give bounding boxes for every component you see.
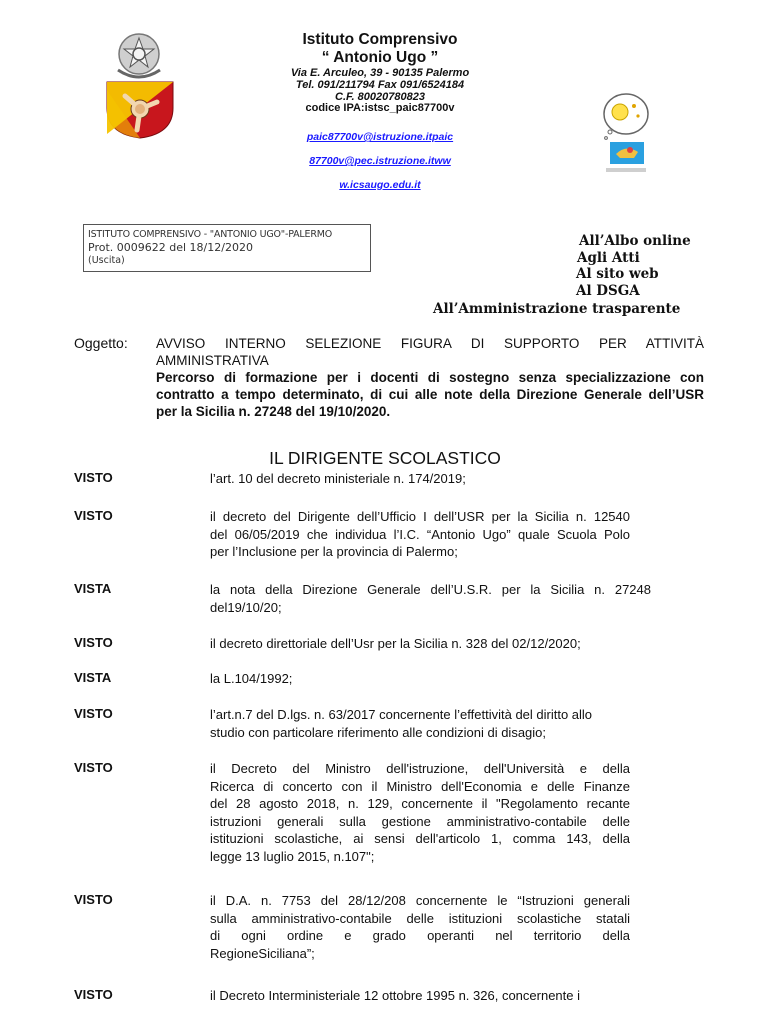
institution-name [250,31,510,67]
institution-phone: Tel. 091/211794 Fax 091/6524184 [295,79,465,91]
item-text [210,508,630,561]
item-text [210,470,630,488]
item-line: il Decreto del Ministro dell'istruzione, dell'Università e della [210,761,630,776]
subject-line: contratto a tempo determinato, di cui alle note della Direzione Generale dell’USR [156,387,704,402]
institution-fiscal-code: C.F. 80020780823 [335,91,425,103]
subject-line: AVVISO INTERNO SELEZIONE FIGURA DI SUPPORTO PER ATTIVITÀ [156,336,704,351]
item-line: del 28 agosto 2018, n. 129, concernente il "Regolamento recante [210,796,630,811]
stamp-institution: ISTITUTO COMPRENSIVO - "ANTONIO UGO"-PALERMO [88,229,332,240]
item-line: la nota della Direzione Generale dell’U.S.R. per la Sicilia n. 27248 [210,582,651,597]
item-label: VISTA [74,581,112,596]
item-line: il decreto del Dirigente dell’Ufficio I dell’USR per la Sicilia n. 12540 [210,509,630,524]
item-label: VISTO [74,706,113,721]
item-line: sulla amministrativo-contabile delle istituzioni scolastiche statali [210,910,630,926]
section-heading: IL DIRIGENTE SCOLASTICO [269,448,501,468]
item-line: il D.A. n. 7753 del 28/12/208 concernente le “Istruzioni generali [210,893,630,908]
item-line: di ogni ordine e grado operanti nel territorio della [210,928,630,943]
item-line: del19/10/20; [210,599,282,615]
item-line: legge 13 luglio 2015, n.107"; [210,848,375,864]
stamp-protocol-number: Prot. 0009622 del 18/12/2020 [88,241,253,254]
item-line: il Decreto Interministeriale 12 ottobre 1995 n. 326, concernente i [210,988,580,1003]
item-line: istruzioni generali sulla gestione amministrativo-contabile delle [210,813,630,829]
item-text [210,987,630,1005]
protocol-stamp [83,224,371,272]
pec-link[interactable]: 87700v@pec.istruzione.itww [309,155,451,167]
item-text [210,581,651,616]
item-text [210,760,630,865]
item-line: l’art.n.7 del D.lgs. n. 63/2017 concernente l’effettività del diritto allo [210,707,593,722]
item-line: Ricerca di concerto con il Ministro dell'Economia e delle Finanze [210,778,630,794]
item-label: VISTA [74,670,112,685]
item-label: VISTO [74,470,113,485]
item-label: VISTO [74,892,113,907]
sicily-region-emblem-icon [103,78,177,140]
item-text [210,670,630,688]
subject-line: per la Sicilia n. 27248 del 19/10/2020. [156,404,391,419]
item-line: l’art. 10 del decreto ministeriale n. 174/2019; [210,471,466,486]
item-label: VISTO [74,987,113,1002]
recipient-sito: Al sito web [576,266,659,282]
item-label: VISTO [74,508,113,523]
item-line: per l’Inclusione per la provincia di Palermo; [210,544,458,559]
item-line: studio con particolare riferimento alle condizioni di disagio; [210,724,547,740]
item-text [210,635,650,653]
institution-ipa-code: codice IPA:istsc_paic87700v [305,102,455,114]
italian-republic-emblem-icon [108,30,170,82]
recipient-albo: All’Albo online [579,233,691,249]
item-line: RegioneSiciliana”; [210,945,315,961]
school-drawing-logo-icon [600,92,652,180]
item-line: il decreto direttoriale dell’Usr per la Sicilia n. 328 del 02/12/2020; [210,636,581,651]
item-label: VISTO [74,635,113,650]
institution-name-line1: Istituto Comprensivo [302,31,458,48]
institution-name-line2: “ Antonio Ugo ” [321,49,439,66]
item-line: la L.104/1992; [210,671,293,686]
stamp-direction: (Uscita) [88,255,125,266]
item-text [210,892,630,962]
item-text [210,706,652,741]
item-label: VISTO [74,760,113,775]
recipient-dsga: Al DSGA [576,283,640,299]
email-link[interactable]: paic87700v@istruzione.itpaic [306,131,454,143]
recipient-amministrazione: All’Amministrazione trasparente [433,301,681,317]
subject-line: AMMINISTRATIVA [156,353,269,368]
subject-line: Percorso di formazione per i docenti di sostegno senza specializzazione con [156,370,704,385]
subject-text [156,335,704,420]
institution-address: Via E. Arculeo, 39 - 90135 Palermo [290,67,470,79]
subject-label: Oggetto: [74,335,128,351]
item-line: del 06/05/2019 che individua l’I.C. “Antonio Ugo” quale Scuola Polo [210,526,630,542]
recipient-atti: Agli Atti [577,250,640,266]
website-link[interactable]: w.icsaugo.edu.it [339,179,421,191]
item-line: istituzioni scolastiche, ai sensi dell'articolo 1, comma 143, della [210,831,630,846]
